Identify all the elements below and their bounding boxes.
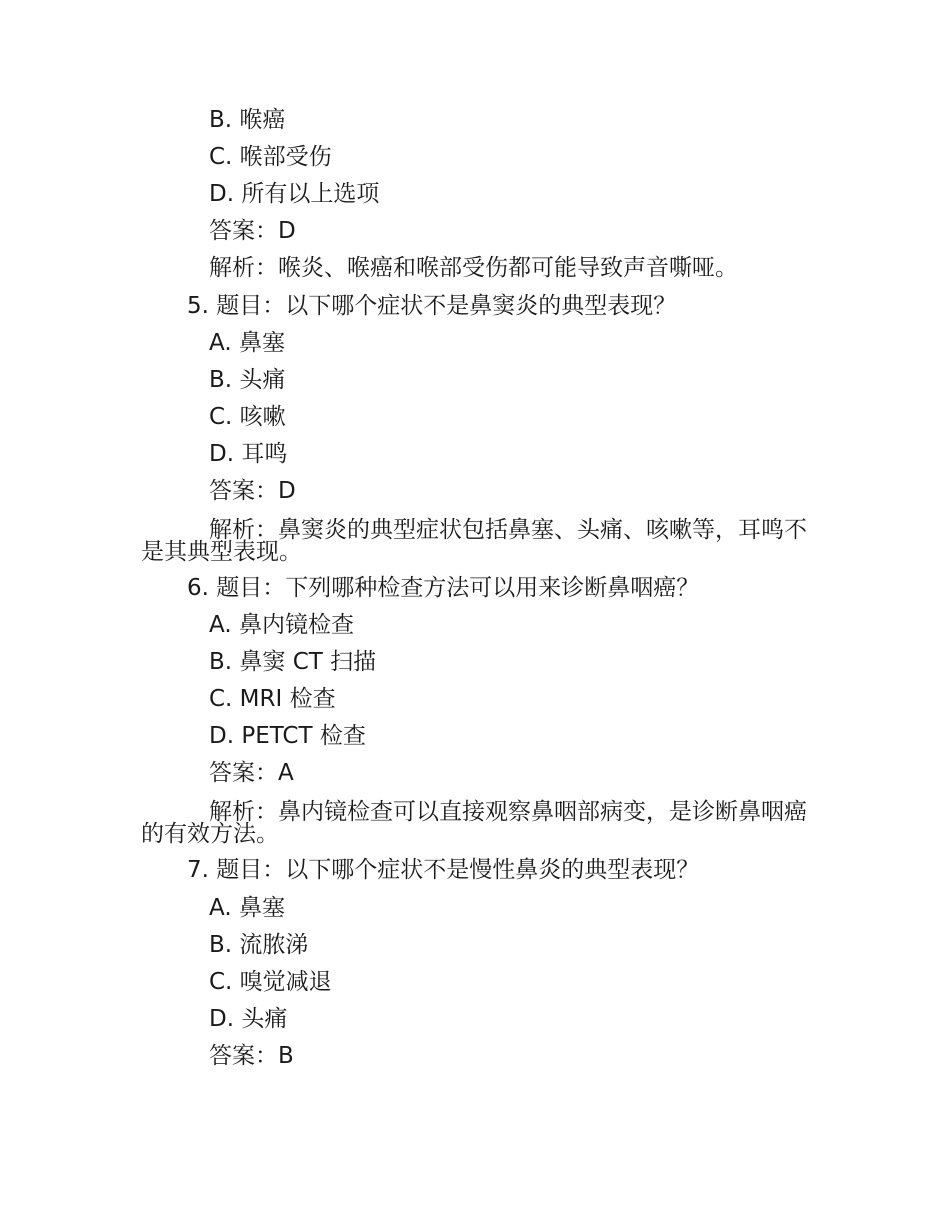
q7-option-b: B. 流脓涕 [209,932,309,958]
q5-option-a: A. 鼻塞 [209,330,285,356]
q6-option-d: D. PETCT 检查 [209,723,366,749]
q6-explanation: 解析：鼻内镜检查可以直接观察鼻咽部病变，是诊断鼻咽癌的有效方法。 [141,799,807,847]
q5-explanation: 解析：鼻窦炎的典型症状包括鼻塞、头痛、咳嗽等，耳鸣不是其典型表现。 [141,517,807,565]
prev-option-c: C. 喉部受伤 [209,144,332,170]
q7-title: 7. 题目：以下哪个症状不是慢性鼻炎的典型表现？ [187,857,700,883]
q6-option-c: C. MRI 检查 [209,686,336,712]
prev-option-b: B. 喉癌 [209,107,286,133]
q5-option-d: D. 耳鸣 [209,441,288,467]
prev-answer: 答案：D [209,218,296,244]
q6-option-b: B. 鼻窦 CT 扫描 [209,649,377,675]
q5-option-b: B. 头痛 [209,367,286,393]
prev-explanation: 解析：喉炎、喉癌和喉部受伤都可能导致声音嘶哑。 [209,255,738,281]
q6-answer: 答案：A [209,760,294,786]
q5-title: 5. 题目：以下哪个症状不是鼻窦炎的典型表现？ [187,293,677,319]
q6-option-a: A. 鼻内镜检查 [209,612,354,638]
q5-answer: 答案：D [209,478,296,504]
q6-title: 6. 题目：下列哪种检查方法可以用来诊断鼻咽癌？ [187,575,700,601]
prev-option-d: D. 所有以上选项 [209,181,380,207]
q7-option-a: A. 鼻塞 [209,895,285,921]
q7-option-c: C. 嗅觉减退 [209,969,332,995]
q7-option-d: D. 头痛 [209,1006,288,1032]
q5-option-c: C. 咳嗽 [209,404,286,430]
q7-answer: 答案：B [209,1043,294,1069]
